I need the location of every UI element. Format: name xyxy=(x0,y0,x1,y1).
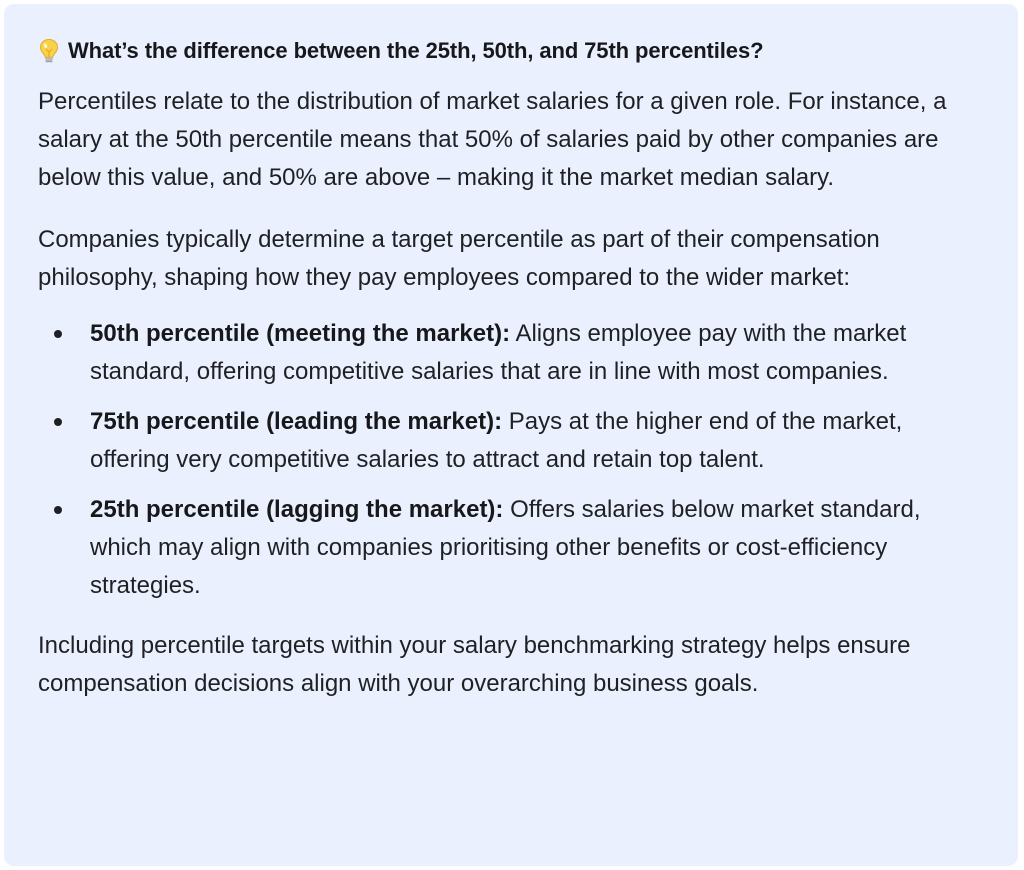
bullet-dot xyxy=(54,330,62,338)
info-callout xyxy=(4,4,1018,866)
list-item-term: 75th percentile (leading the market): xyxy=(90,408,503,435)
list-item xyxy=(38,315,984,391)
bullet-dot xyxy=(54,506,62,514)
list-item-text: Offers salaries below market standard, which may align with companies prioritising other benefits or cost-efficiency strategies. xyxy=(90,496,921,599)
list-item-term: 50th percentile (meeting the market): xyxy=(90,320,511,347)
list-item-text: Aligns employee pay with the market standard, offering competitive salaries that are in line with most companies. xyxy=(90,320,907,385)
philosophy-paragraph: Companies typically determine a target percentile as part of their compensation philosophy, shaping how they pay employees compared to the wider market: xyxy=(38,226,880,291)
closing-paragraph: Including percentile targets within your salary benchmarking strategy helps ensure compensation decisions align with your overarching business goals. xyxy=(38,632,911,697)
list-item-text: Pays at the higher end of the market, offering very competitive salaries to attract and retain top talent. xyxy=(90,408,903,473)
list-item xyxy=(38,491,984,605)
bullet-dot xyxy=(54,418,62,426)
list-item xyxy=(38,403,984,479)
percentile-list xyxy=(38,315,984,605)
callout-title-row xyxy=(38,34,984,68)
lightbulb-icon xyxy=(38,38,60,64)
list-item-term: 25th percentile (lagging the market): xyxy=(90,496,504,523)
intro-paragraph: Percentiles relate to the distribution of market salaries for a given role. For instance, a salary at the 50th percentile means that 50% of salaries paid by other companies are below this value, and 50% are above – making it the market median salary. xyxy=(38,88,947,191)
callout-title: What’s the difference between the 25th, 50th, and 75th percentiles? xyxy=(68,38,764,63)
